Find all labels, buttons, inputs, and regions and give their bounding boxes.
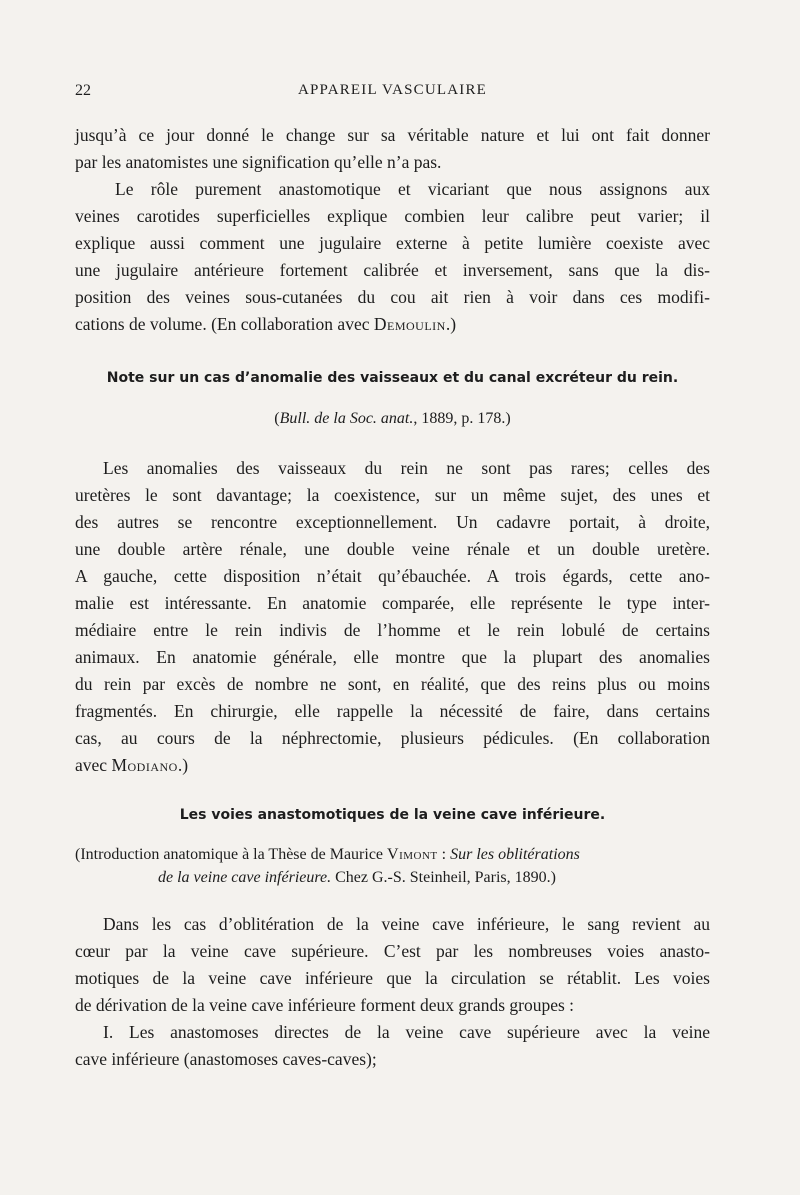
text-line: par les anatomistes une signification qu’elle n’a pas. (75, 152, 442, 172)
text-line: cave inférieure (anastomoses caves-caves); (75, 1049, 377, 1069)
text-line: cas, au cours de la néphrectomie, plusieurs pédicules. (En collaboration (75, 728, 710, 748)
text-line: position des veines sous-cutanées du cou ait rien à voir dans ces modifi- (75, 287, 710, 307)
text-line: I. Les anastomoses directes de la veine cave supérieure avec la veine (103, 1022, 710, 1042)
text-line: motiques de la veine cave inférieure que la circulation se rétablit. Les voies (75, 968, 710, 988)
text-line: fragmentés. En chirurgie, elle rappelle la nécessité de faire, dans certains (75, 701, 710, 721)
text-line: cations de volume. (En collaboration avec Demoulin.) (75, 314, 457, 334)
author-name: Demoulin (373, 314, 446, 334)
page-number: 22 (75, 82, 91, 99)
section-title: Les voies anastomotiques de la veine cave inférieure. (179, 807, 606, 823)
paragraph-kidney-anomalies (75, 455, 710, 779)
page-header (75, 82, 710, 106)
publication-note (75, 843, 710, 889)
section-title: Note sur un cas d’anomalie des vaisseaux et du canal excréteur du rein. (106, 370, 679, 386)
text-line: uretères le sont davantage; la coexistence, sur un même sujet, des unes et (75, 485, 710, 505)
text-line: de dérivation de la veine cave inférieure forment deux grands groupes : (75, 995, 575, 1015)
text-line: Les anomalies des vaisseaux du rein ne sont pas rares; celles des (103, 458, 710, 478)
text-line: Le rôle purement anastomotique et vicariant que nous assignons aux (115, 179, 710, 199)
author-name: Modiano (111, 755, 178, 775)
text-line: une double artère rénale, une double veine rénale et un double uretère. (75, 539, 710, 559)
text-line: malie est intéressante. En anatomie comparée, elle représente le type inter- (75, 593, 710, 613)
text-line: veines carotides superficielles explique combien leur calibre peut varier; il (75, 206, 710, 226)
text-line: de la veine cave inférieure. Chez G.-S. Steinheil, Paris, 1890.) (158, 869, 556, 886)
text-line: du rein par excès de nombre ne sont, en réalité, que des reins plus ou moins (75, 674, 710, 694)
text-line: animaux. En anatomie générale, elle montre que la plupart des anomalies (75, 647, 710, 667)
text-line: une jugulaire antérieure fortement calibrée et inversement, sans que la dis- (75, 260, 710, 280)
running-title: APPAREIL VASCULAIRE (297, 82, 488, 98)
text-line: des autres se rencontre exceptionnellement. Un cadavre portait, à droite, (75, 512, 710, 532)
text-line: explique aussi comment une jugulaire externe à petite lumière coexiste avec (75, 233, 710, 253)
text-line: jusqu’à ce jour donné le change sur sa véritable nature et lui ont fait donner (75, 125, 710, 145)
text-line: (Introduction anatomique à la Thèse de Maurice Vimont : Sur les oblitérations (75, 846, 580, 863)
citation: (Bull. de la Soc. anat., 1889, p. 178.) (274, 410, 511, 427)
author-name: Vimont (387, 846, 438, 863)
paragraph-vena-cava (75, 911, 710, 1073)
paragraph-continuation (75, 122, 710, 176)
text-line: avec Modiano.) (75, 755, 189, 775)
text-line: Dans les cas d’oblitération de la veine cave inférieure, le sang revient au (103, 914, 710, 934)
text-line: médiaire entre le rein indivis de l’homme et le rein lobulé de certains (75, 620, 710, 640)
text-line: cœur par la veine cave supérieure. C’est par les nombreuses voies anasto- (75, 941, 710, 961)
paragraph-carotid-veins (75, 176, 710, 338)
text-line: A gauche, cette disposition n’était qu’ébauchée. A trois égards, cette ano- (75, 566, 710, 586)
